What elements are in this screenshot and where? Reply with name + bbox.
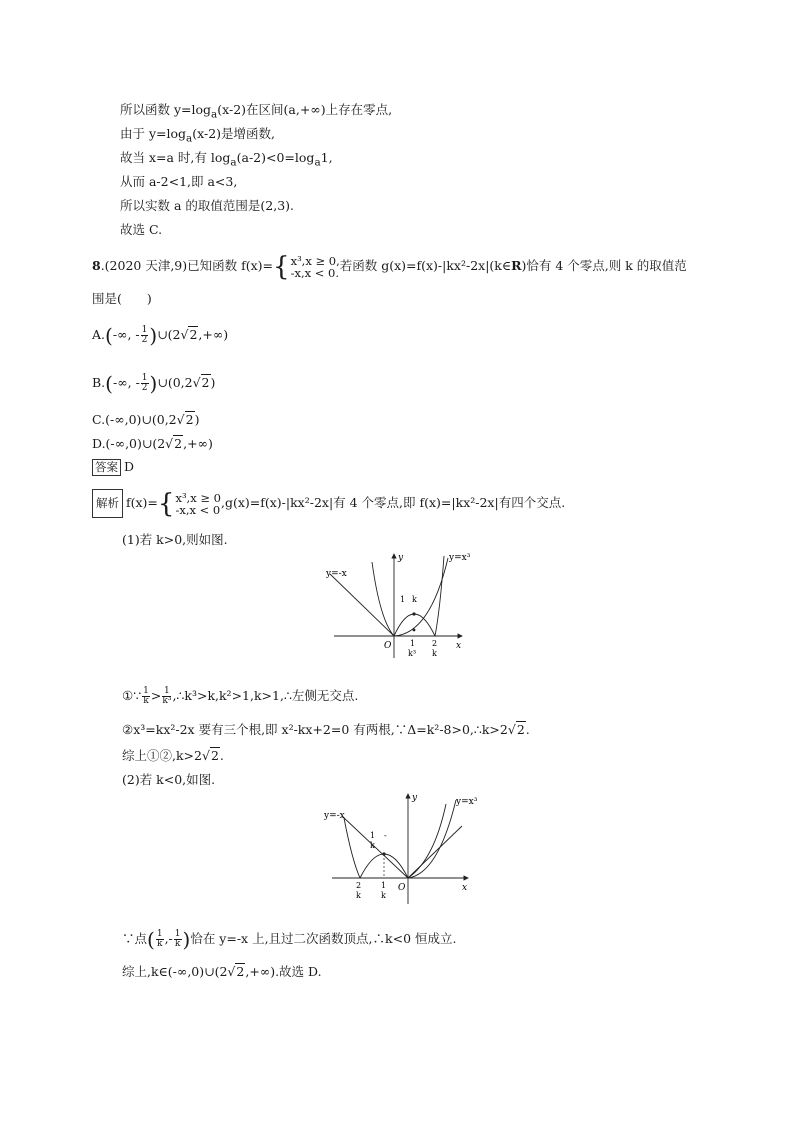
tick2-den: k <box>381 891 386 900</box>
x-axis-label: x <box>462 883 468 893</box>
y-axis-label: y <box>398 553 404 563</box>
label-y-cubic: y=x³ <box>449 553 471 563</box>
analysis-line: 解析 f(x)= { x³,x ≥ 0 -x,x < 0 ,g(x)=f(x)-|kx²-2x|有 4 个零点,即 f(x)=|kx²-2x|有四个交点. <box>92 489 565 518</box>
tick1-num: 1 <box>410 639 416 648</box>
line-y-neg-x <box>342 816 408 878</box>
solution-line-5: 所以实数 a 的取值范围是(2,3). <box>120 198 295 213</box>
solution-line-4: 从而 a-2<1,即 a<3, <box>120 174 238 189</box>
part2-summary: 综上,k∈(-∞,0)∪(2√2,+∞).故选 D. <box>122 964 322 979</box>
solution-line-6: 故选 C. <box>120 222 163 237</box>
part2-note: ∵点( $\frac{1}{k}$ ,- $\frac{1}{k}$ )恰在 y=-x 上,且过二次函数顶点,∴k<0 恒成立. <box>122 927 457 952</box>
part1-summary: 综上①②,k>2√2. <box>122 748 224 763</box>
option-b: B.(-∞, - $\frac{1}{2}$ )∪(0,2√2) <box>92 371 216 396</box>
vertex-label-c: - <box>384 831 387 840</box>
tick1-den: k <box>356 891 361 900</box>
vertex-label-a: 1 <box>400 595 406 604</box>
solution-line-2: 由于 $y=\log_a(x-2)$是增函数, <box>120 126 275 145</box>
label-y-neg-x: y=-x <box>324 811 345 821</box>
part1-step2: ②x³=kx²-2x 要有三个根,即 x²-kx+2=0 有两根,∵Δ=k²-8>0,∴k>2√2. <box>122 722 530 737</box>
analysis-tag: 解析 <box>92 489 123 518</box>
tick1-den: k³ <box>408 649 417 658</box>
line-y-neg-x <box>330 574 394 636</box>
question-number: 8 <box>92 258 101 273</box>
curve-left-branch <box>344 818 360 878</box>
solution-line-1: 所以函数 $y=\log_a(x-2)$在区间(a,+∞)上存在零点, <box>120 102 393 121</box>
question-stem-line2: 围是( ) <box>92 291 152 306</box>
tick2-num: 2 <box>432 639 438 648</box>
label-y-cubic: y=x³ <box>456 797 478 807</box>
vertex-label-b: k <box>412 595 417 604</box>
option-d: D.(-∞,0)∪(2√2,+∞) <box>92 436 213 451</box>
origin-label: O <box>398 883 406 893</box>
curve-hump <box>394 614 435 636</box>
vertex-label-a: 1 <box>370 831 376 840</box>
tick1-num: 2 <box>356 881 362 890</box>
option-c: C.(-∞,0)∪(0,2√2) <box>92 412 200 427</box>
part1-title: (1)若 k>0,则如图. <box>122 532 228 547</box>
graph-k-positive <box>322 550 471 662</box>
line-extension <box>408 826 462 878</box>
question-stem: 8.(2020 天津,9)已知函数 f(x)= { x³,x ≥ 0, -x,x < 0. 若函数 g(x)=f(x)-|kx²-2x|(k∈R)恰有 4 个零点,则 k 的取值范 <box>92 251 687 282</box>
tick2-den: k <box>432 649 437 658</box>
answer-line <box>92 459 134 476</box>
y-axis-label: y <box>412 793 418 803</box>
graph-k-negative <box>322 790 478 908</box>
part2-title: (2)若 k<0,如图. <box>122 772 216 787</box>
analysis-piecewise: { x³,x ≥ 0 -x,x < 0 <box>157 488 221 519</box>
origin-label: O <box>384 641 392 651</box>
piecewise-function: { x³,x ≥ 0, -x,x < 0. <box>273 251 340 282</box>
label-y-neg-x: y=-x <box>326 569 347 579</box>
tick2-num: 1 <box>381 881 387 890</box>
part1-step1: ①∵ $\frac{1}{k}$ > $\frac{1}{\text{k³}}$ ,∴k³>k,k²>1,k>1,∴左侧无交点. <box>122 686 359 706</box>
vertex-point <box>412 612 415 615</box>
vertex-label-b: k <box>370 841 375 850</box>
option-a: A.(-∞, - $\frac{1}{2}$ )∪(2√2,+∞) <box>92 323 229 348</box>
x-axis-label: x <box>456 641 462 651</box>
solution-line-3: 故当 x=a 时,有 $\log_a(a-2)<0=\log_a1$, <box>120 150 333 169</box>
answer-tag: 答案 <box>92 459 121 476</box>
answer-value: D <box>124 459 135 474</box>
intersection-point <box>413 629 416 632</box>
